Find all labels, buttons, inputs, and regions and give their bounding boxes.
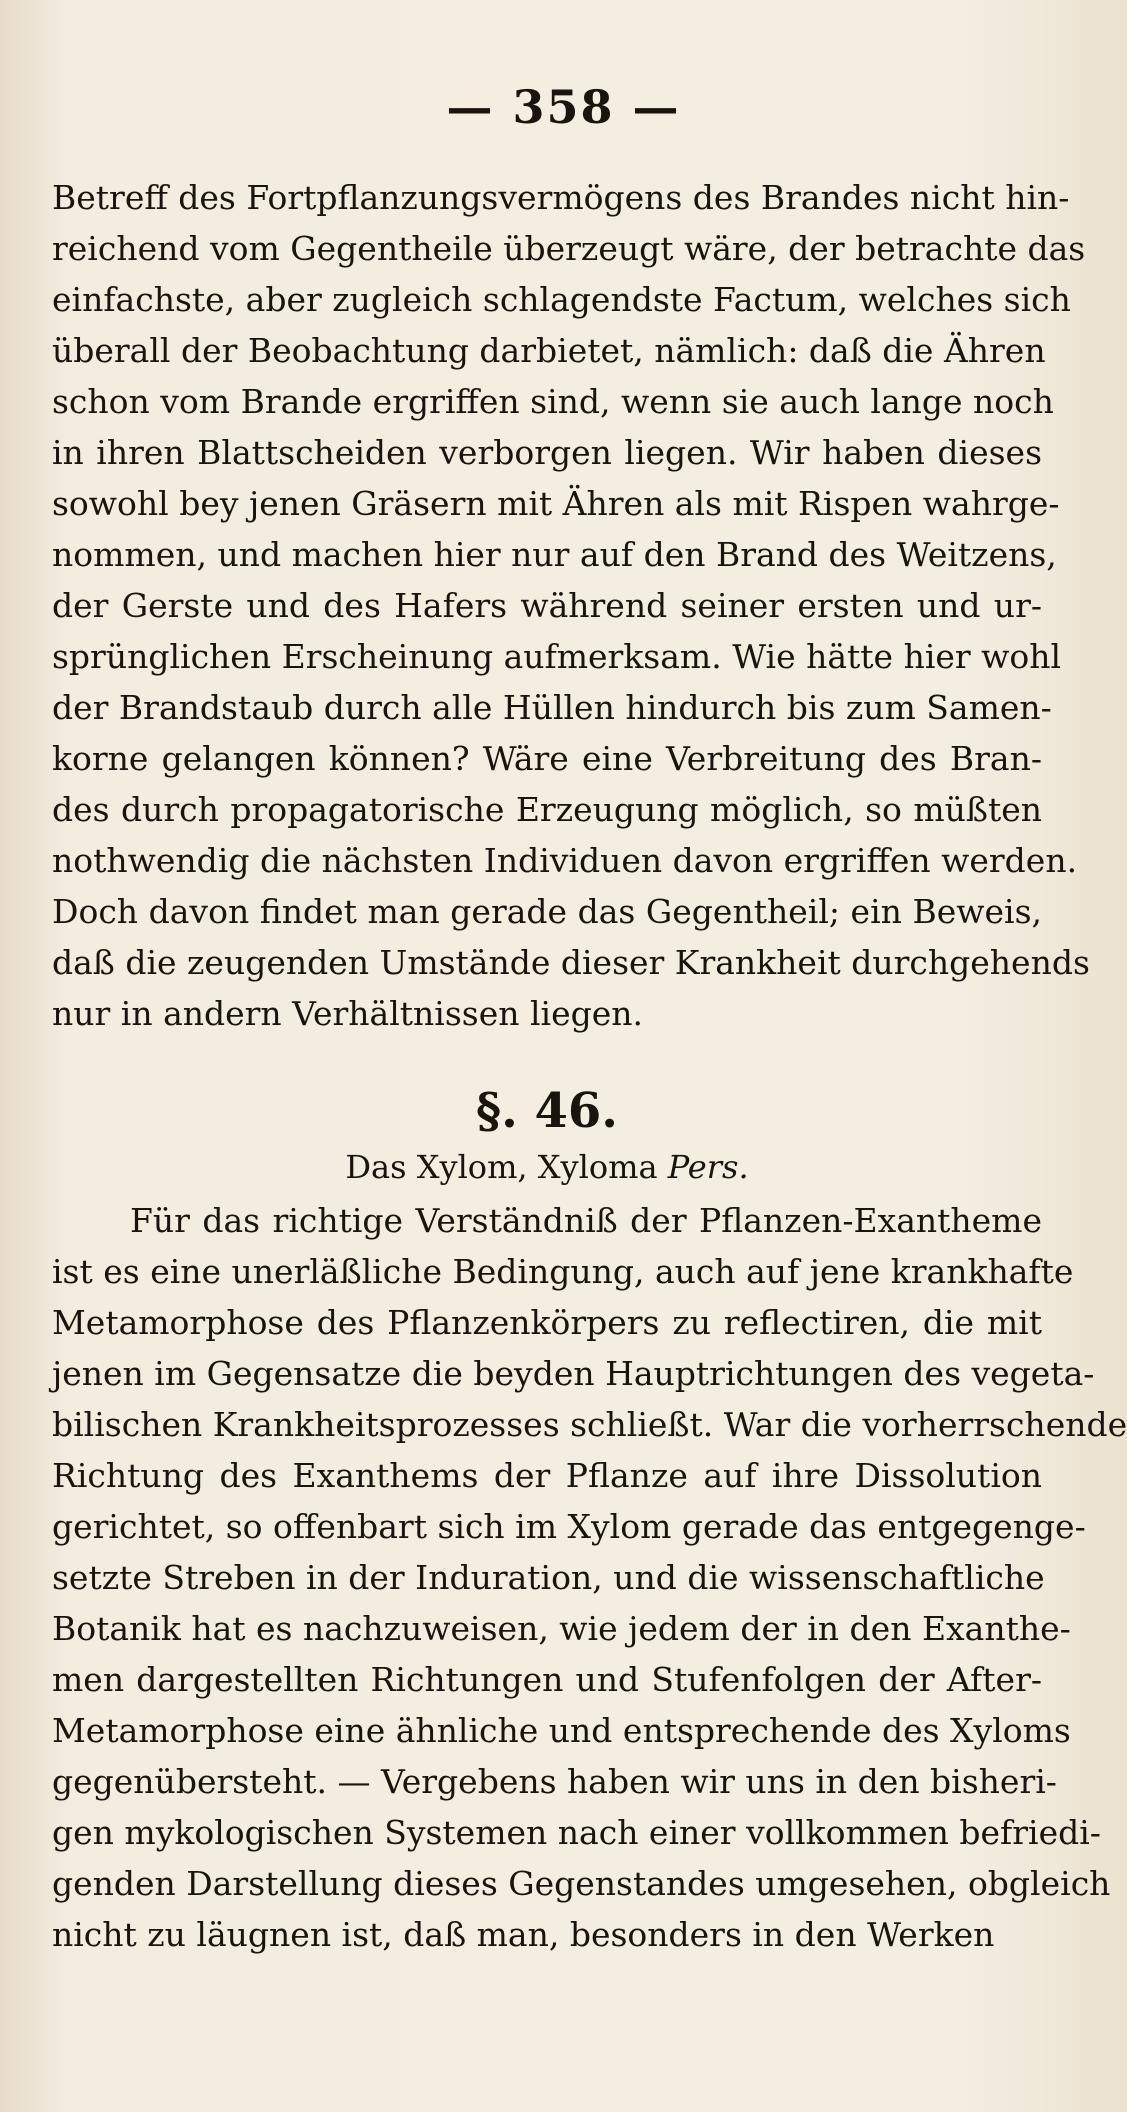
body-text [52, 172, 1127, 1960]
text-line: setzte Streben in der Induration, und die wissenschaftliche [52, 1558, 1045, 1597]
page-number: — 358 — [446, 80, 681, 134]
section-subtitle-author: Pers. [667, 1148, 749, 1186]
section-subtitle-latin: Xyloma [537, 1148, 658, 1186]
paragraph-1 [52, 172, 1090, 1039]
section-subtitle-german: Das Xylom, [345, 1148, 528, 1186]
section-subtitle [52, 1145, 1042, 1189]
text-line: sowohl bey jenen Gräsern mit Ähren als mit Rispen wahrge- [52, 484, 1060, 523]
text-line: men dargestellten Richtungen und Stufenfolgen der After- [52, 1660, 1042, 1699]
text-line: schon vom Brande ergriffen sind, wenn sie auch lange noch [52, 382, 1054, 421]
text-line: gegenübersteht. — Vergebens haben wir uns in den bisheri- [52, 1762, 1057, 1801]
section-heading: §. 46. [475, 1083, 619, 1139]
text-line: Richtung des Exanthems der Pflanze auf ihre Dissolution [52, 1456, 1042, 1495]
text-line: nicht zu läugnen ist, daß man, besonders in den Werken [52, 1915, 995, 1954]
text-line: sprünglichen Erscheinung aufmerksam. Wie hätte hier wohl [52, 637, 1062, 676]
text-line: Für das richtige Verständniß der Pflanzen-Exantheme [130, 1201, 1042, 1240]
text-line: nothwendig die nächsten Individuen davon ergriffen werden. [52, 841, 1078, 880]
text-line: jenen im Gegensatze die beyden Hauptrichtungen des vegeta- [52, 1354, 1095, 1393]
paragraph-2 [52, 1195, 1127, 1960]
text-line: bilischen Krankheitsprozesses schließt. War die vorherrschende [52, 1405, 1127, 1444]
text-line: daß die zeugenden Umstände dieser Krankheit durchgehends [52, 943, 1090, 982]
text-line: reichend vom Gegentheile überzeugt wäre, der betrachte das [52, 229, 1086, 268]
text-line: genden Darstellung dieses Gegenstandes umgesehen, obgleich [52, 1864, 1111, 1903]
text-line: Betreff des Fortpflanzungsvermögens des Brandes nicht hin- [52, 178, 1070, 217]
text-line: korne gelangen können? Wäre eine Verbreitung des Bran- [52, 739, 1042, 778]
text-line: Doch davon findet man gerade das Gegentheil; ein Beweis, [52, 892, 1042, 931]
text-line: der Brandstaub durch alle Hüllen hindurch bis zum Samen- [52, 688, 1052, 727]
text-line: nur in andern Verhältnissen liegen. [52, 994, 644, 1033]
text-line: Metamorphose des Pflanzenkörpers zu reflectiren, die mit [52, 1303, 1042, 1342]
text-line: des durch propagatorische Erzeugung möglich, so müßten [52, 790, 1042, 829]
text-line: Botanik hat es nachzuweisen, wie jedem der in den Exanthe- [52, 1609, 1071, 1648]
text-line: nommen, und machen hier nur auf den Brand des Weitzens, [52, 535, 1057, 574]
text-line: ist es eine unerläßliche Bedingung, auch auf jene krankhafte [52, 1252, 1074, 1291]
text-line: gerichtet, so offenbart sich im Xylom gerade das entgegenge- [52, 1507, 1086, 1546]
text-line: in ihren Blattscheiden verborgen liegen. Wir haben dieses [52, 433, 1042, 472]
text-line: gen mykologischen Systemen nach einer vollkommen befriedi- [52, 1813, 1101, 1852]
text-line: einfachste, aber zugleich schlagendste Factum, welches sich [52, 280, 1071, 319]
text-line: überall der Beobachtung darbietet, nämlich: daß die Ähren [52, 331, 1046, 370]
text-line: der Gerste und des Hafers während seiner ersten und ur- [52, 586, 1042, 625]
text-line: Metamorphose eine ähnliche und entsprechende des Xyloms [52, 1711, 1071, 1750]
